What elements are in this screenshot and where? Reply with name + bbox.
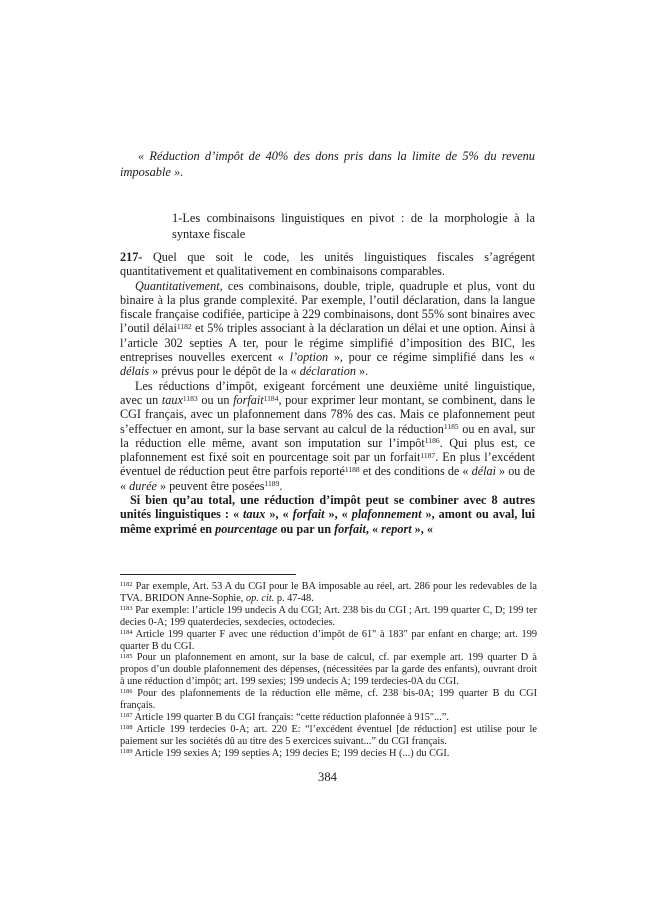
paragraph-217: 217- Quel que soit le code, les unités linguistiques fiscales s’agrégent quantitativement et qualitativement en combinaisons comparables. xyxy=(120,250,535,279)
footnote-1186: $^{1186}$ Pour des plafonnements de la réduction elle même, cf. 238 bis-0A; 199 quarter B du CGI français. xyxy=(120,688,537,712)
footnote-1182: $^{1182}$ Par exemple, Art. 53 A du CGI pour le BA imposable au réel, art. 286 pour les redevables de la TVA. BRIDON Anne-Sophie, op. cit. p. 47-48. xyxy=(120,581,537,604)
body-text xyxy=(120,250,535,536)
paragraph-summary-bold: Si bien qu’au total, une réduction d’impôt peut se combiner avec 8 autres unités linguistiques : « taux », « forfait », « plafonnement », amont ou aval, lui même exprimé en pourcentage ou par un forfait, « report », « xyxy=(120,493,536,536)
footnote-1188: $^{1188}$ Article 199 terdecies 0-A; art. 220 E: “l’excédent éventuel [de réduction] est utilise pour le paiement sur les sociétés dû au titre des 5 exercices suivant...” du CGI français. xyxy=(120,723,537,747)
footnote-separator xyxy=(120,574,296,575)
footnote-1185: $^{1185}$ Pour un plafonnement en amont, sur la base de calcul, cf. par exemple art. 199 quarter D à propos d’un double plafonnement des dépenses, (nécessitées par la garde des enfants), ouvrant droit à une réduction d’impôt; art. 199 sexies; 199 undecis A; 199 terdecies-0A du CGI. xyxy=(120,652,537,688)
footnote-1183: $^{1183}$ Par exemple: l’article 199 undecis A du CGI; Art. 238 bis du CGI ; Art. 199 quarter C, D; 199 ter decies 0-A; 199 quaterdecies, sexdecies, octodecies. xyxy=(120,604,537,628)
paragraph-reductions-impot: Les réductions d’impôt, exigeant forcément une deuxième unité linguistique, avec un taux$^{1183}$ ou un forfait$^{1184}$, pour exprimer leur montant, se combinent, dans le CGI français, avec un plafonnement dans 78% des cas. Mais ce plafonnement peut s’effectuer en amont, sur la base servant au calcul de la réduction$^{1185}$ ou en aval, sur la réduction elle même, avant son imputation sur l’impôt$^{1186}$. Qui plus est, ce plafonnement est fixé soit en pourcentage soit par un forfait$^{1187}$. En plus l’excédent éventuel de réduction peut être parfois reporté$^{1188}$ et des conditions de « délai » ou de « durée » peuvent être posées$^{1189}$. xyxy=(120,378,536,493)
footnote-1187: $^{1187}$ Article 199 quarter B du CGI français: “cette réduction plafonnée à 915"...”. xyxy=(120,711,449,723)
footnote-1184: $^{1184}$ Article 199 quarter F avec une réduction d’impôt de 61" à 183" par enfant en charge; art. 199 quarter B du CGI. xyxy=(120,628,537,652)
footnote-1189: $^{1189}$ Article 199 sexies A; 199 septies A; 199 decies E; 199 decies H (...) du CGI. xyxy=(120,747,450,759)
paragraph-quantitativement: Quantitativement, ces combinaisons, double, triple, quadruple et plus, vont du binaire à la plus grande complexité. Par exemple, l’outil déclaration, dans la langue fiscale française codifiée, participe à 229 combinaisons, dont 55% sont binaires avec l’outil délai$^{1182}$ et 5% triples associant à la déclaration un délai et une option. Ainsi à l’article 302 septies A ter, pour le régime simplifié d’imposition des BIC, les entreprises nouvelles exercent « l’option », pour ce régime simplifié dans les « délais » prévus pour le dépôt de la « déclaration ». xyxy=(120,278,536,379)
page-number: 384 xyxy=(318,770,337,784)
quote-paragraph: « Réduction d’impôt de 40% des dons pris dans la limite de 5% du revenu imposable ». xyxy=(120,149,535,179)
section-heading: 1-Les combinaisons linguistiques en pivot : de la morphologie à la syntaxe fiscale xyxy=(172,211,535,241)
footnotes-section xyxy=(120,581,537,760)
